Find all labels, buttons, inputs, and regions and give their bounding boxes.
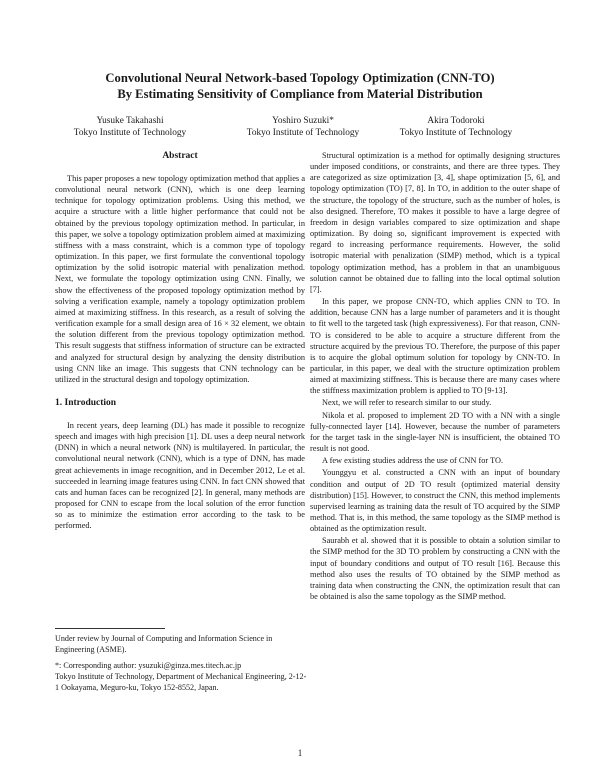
author-affiliation: Tokyo Institute of Technology [246,128,360,138]
author-affiliation: Tokyo Institute of Technology [399,128,513,138]
title-line-1: Convolutional Neural Network-based Topology Optimization (CNN-TO) [105,71,495,85]
introduction-heading: 1. Introduction [55,397,117,408]
body-paragraph: Structural optimization is a method for optimally designing structures under imposed conditions, or constraints, and there are three types. They are categorized as size optimization [3, 4], shape optimization [5, 6], and topology optimization (TO) [7, 8]. In TO, in addition to the outer shape of the structure, the topology of the structure, such as the number of holes, is also designed. Therefore, TO makes it possible to have a large degree of freedom in design variables compared to size optimization and shape optimization. By doing so, significant improvement is expected with regard to increasing performance requirements. However, the solid isotropic material with penalization (SIMP) method, which is a typical topology optimization method, has a problem in that an unambiguous solution cannot be obtained due to falling into the local optimal solution [7]. [310,151,560,294]
body-paragraph: Nikola et al. proposed to implement 2D TO with a NN with a single fully-connected layer [14]. However, because the number of parameters for the target task in the single-layer NN is insufficient, the obtained TO result is not good. [310,410,560,454]
footnote-address: Tokyo Institute of Technology, Department of Mechanical Engineering, 2-12-1 Ookayama, Meguro-ku, Tokyo 152-8552, Japan. [55,671,307,692]
author-name: Akira Todoroki [427,116,485,126]
left-column [55,150,305,532]
footnote [55,634,307,694]
author-affiliation: Tokyo Institute of Technology [73,128,187,138]
body-paragraph: Younggyu et al. constructed a CNN with an input of boundary condition and output of 2D TO result (optimized material density distribution) [15]. However, to construct the CNN, this method implements supervised learning as training data the result of TO acquired by the SIMP method. That is, in this method, the same topology as the SIMP method is obtained as the optimization result. [310,468,560,534]
footnote-corresponding-author: *: Corresponding author: ysuzuki@ginza.mes.titech.ac.jp [55,660,242,670]
right-column [310,150,560,603]
author-block-1 [40,115,220,139]
title-line-2: By Estimating Sensitivity of Compliance from Material Distribution [117,87,483,101]
abstract-heading: Abstract [162,151,198,161]
author-name: Yusuke Takahashi [96,116,164,126]
author-block-3 [366,115,546,139]
footnote-review-note: Under review by Journal of Computing and Information Science in Engineering (ASME). [55,634,273,654]
page-number: 1 [297,748,303,758]
paper-title [0,70,600,102]
body-paragraph: A few existing studies address the use of CNN for TO. [322,456,504,466]
body-paragraph: Next, we will refer to research similar to our study. [322,398,492,408]
author-name: Yoshiro Suzuki* [272,116,334,126]
body-paragraph: In this paper, we propose CNN-TO, which applies CNN to TO. In addition, because CNN has a large number of parameters and it is thought to fit well to the targeted task (high expressiveness). For that reason, CNN-TO is considered to be able to acquire a structure different from the structure acquired by the previous TO. Therefore, the purpose of this paper is to acquire the global optimum solution for topology by CNN-TO. In particular, in this paper, we deal with the structure optimization problem aimed at maximizing stiffness. This is because there are many cases where the stiffness maximization problem is applied to TO [9-13]. [310,297,560,396]
abstract-text: This paper proposes a new topology optimization method that applies a convolutional neural network (CNN), which is one deep learning technique for topology optimization problems. Using this method, we acquire a structure with a little higher performance that could not be obtained by the previous topology optimization method. In particular, in this paper, we solve a topology optimization problem aimed at maximizing stiffness with a mass constraint, which is a common type of topology optimization. In this paper, we first formulate the conventional topology optimization by the solid isotropic material with penalization method. Next, we formulate the topology optimization using CNN. Finally, we show the effectiveness of the proposed topology optimization method by solving a verification example, namely a topology optimization problem aimed at maximizing stiffness. In this research, as a result of solving the verification example for a small design area of 16 × 32 element, we obtain the solution different from the previous topology optimization method. This result suggests that stiffness information of structure can be extracted and analyzed for structural design by analyzing the density distribution using CNN like an image. This suggests that CNN technology can be utilized in the structural design and topology optimization. [55,174,305,384]
footnote-divider [55,628,165,629]
body-paragraph: Saurabh et al. showed that it is possible to obtain a solution similar to the SIMP method for the 3D TO problem by constructing a CNN with the input of boundary conditions and output of TO result [16]. Because this method also uses the results of TO obtained by the SIMP method as training data when constructing the CNN, the optimization result that can be obtained is also the same topology as the SIMP method. [310,536,560,602]
introduction-paragraph: In recent years, deep learning (DL) has made it possible to recognize speech and images with high precision [1]. DL uses a deep neural network (DNN) in which a neural network (NN) is multilayered. In particular, the convolutional neural network (CNN), which is a type of DNN, has made great achievements in image recognition, and in December 2012, Le et al. succeeded in learning image features using CNN. In fact CNN showed that cats and human faces can be recognized [2]. In general, many methods are proposed for CNN to escape from the local solution of the error function so as to minimize the estimation error according to the task to be performed. [55,420,305,531]
